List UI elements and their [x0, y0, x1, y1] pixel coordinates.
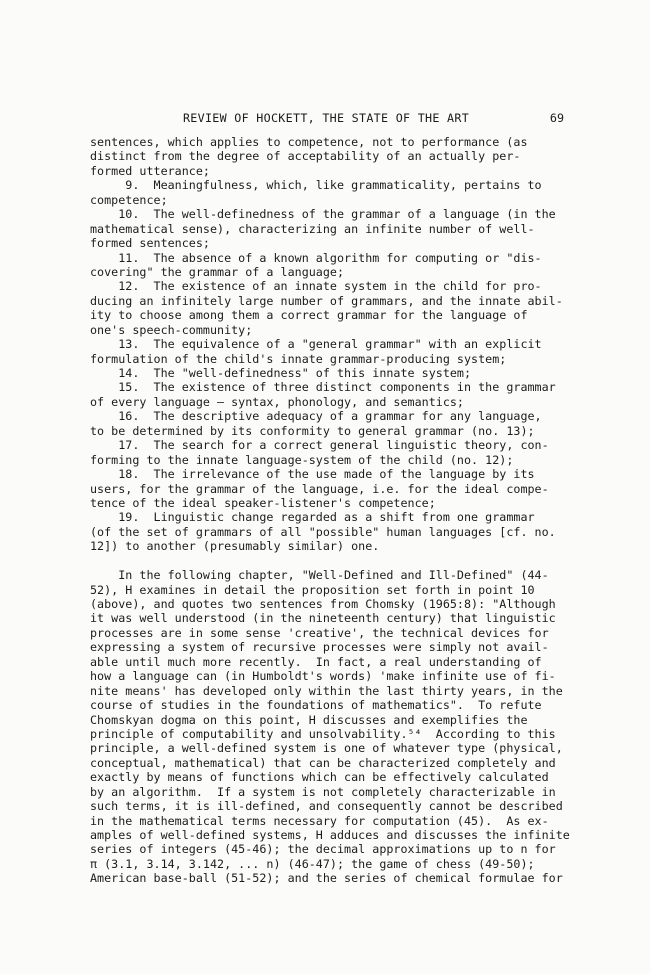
text-line: principle of computability and unsolvability.⁵⁴ According to this — [90, 726, 556, 741]
text-line: competence; — [90, 192, 168, 207]
text-line: one's speech-community; — [90, 322, 253, 337]
text-line: principle, a well-defined system is one of whatever type (physical, — [90, 741, 563, 756]
text-line: formed sentences; — [90, 236, 210, 251]
text-line: in the mathematical terms necessary for computation (45). As ex- — [90, 813, 549, 828]
text-line: to be determined by its conformity to general grammar (no. 13); — [90, 423, 535, 438]
text-line: In the following chapter, "Well-Defined and Ill-Defined" (44- — [90, 568, 549, 583]
text-line: 12]) to another (presumably similar) one. — [90, 539, 380, 554]
text-line: 11. The absence of a known algorithm for computing or "dis- — [90, 250, 542, 265]
page-number: 69 — [549, 111, 564, 125]
text-line: processes are in some sense 'creative', the technical devices for — [90, 625, 549, 640]
text-line: American base-ball (51-52); and the series of chemical formulae for — [90, 871, 563, 886]
text-line: users, for the grammar of the language, i.e. for the ideal compe- — [90, 481, 549, 496]
text-line: 9. Meaningfulness, which, like grammaticality, pertains to — [90, 178, 542, 193]
text-line: (of the set of grammars of all "possible" human languages [cf. no. — [90, 524, 556, 539]
text-line: 16. The descriptive adequacy of a grammar for any language, — [90, 409, 542, 424]
text-line: of every language — syntax, phonology, and semantics; — [90, 394, 464, 409]
text-line: 14. The "well-definedness" of this innate system; — [90, 366, 472, 380]
text-line: distinct from the degree of acceptability of an actually per- — [90, 149, 521, 164]
text-line: how a language can (in Humboldt's words) 'make infinite use of fi- — [90, 669, 556, 684]
text-line: Chomskyan dogma on this point, H discusses and exemplifies the — [90, 712, 528, 727]
text-line: mathematical sense), characterizing an infinite number of well- — [90, 221, 535, 236]
text-line: conceptual, mathematical) that can be characterized completely and — [90, 755, 556, 770]
text-line: 52), H examines in detail the proposition set forth in point 10 — [90, 582, 535, 597]
page-header — [90, 110, 562, 126]
text-line: ducing an infinitely large number of grammars, and the innate abil- — [90, 293, 563, 308]
text-line: by an algorithm. If a system is not completely characterizable in — [90, 784, 556, 799]
text-line: nite means' has developed only within the last thirty years, in the — [90, 683, 563, 698]
text-line: π (3.1, 3.14, 3.142, ... n) (46-47); the game of chess (49-50); — [90, 856, 535, 871]
text-line: 18. The irrelevance of the use made of the language by its — [90, 467, 535, 482]
text-line: exactly by means of functions which can be effectively calculated — [90, 770, 549, 785]
text-line: (above), and quotes two sentences from Chomsky (1965:8): "Although — [90, 597, 556, 611]
running-head-title: REVIEW OF HOCKETT, THE STATE OF THE ART — [182, 111, 470, 125]
text-line: forming to the innate language-system of the child (no. 12); — [90, 452, 514, 467]
text-body — [90, 135, 590, 886]
text-line: 15. The existence of three distinct components in the grammar — [90, 380, 556, 395]
text-line: 19. Linguistic change regarded as a shift from one grammar — [90, 510, 535, 525]
text-line: able until much more recently. In fact, a real understanding of — [90, 654, 542, 669]
text-line: tence of the ideal speaker-listener's competence; — [90, 495, 436, 510]
text-line: ity to choose among them a correct grammar for the language of — [90, 308, 528, 323]
text-line: amples of well-defined systems, H adduces and discusses the infinite — [90, 828, 570, 842]
text-line: course of studies in the foundations of mathematics". To refute — [90, 698, 542, 713]
text-line: sentences, which applies to competence, not to performance (as — [90, 135, 528, 149]
text-line: 17. The search for a correct general linguistic theory, con- — [90, 438, 549, 453]
blank-line — [90, 554, 590, 568]
text-line: series of integers (45-46); the decimal approximations up to n for — [90, 842, 556, 857]
text-line: it was well understood (in the nineteenth century) that linguistic — [90, 611, 556, 626]
text-line: expressing a system of recursive processes were simply not avail- — [90, 640, 549, 655]
text-line: 13. The equivalence of a "general grammar" with an explicit — [90, 337, 542, 352]
text-line: formulation of the child's innate grammar-producing system; — [90, 351, 507, 366]
text-line: formed utterance; — [90, 163, 210, 178]
text-line: 12. The existence of an innate system in the child for pro- — [90, 279, 542, 294]
text-line: 10. The well-definedness of the grammar of a language (in the — [90, 207, 556, 222]
text-line: covering" the grammar of a language; — [90, 264, 345, 279]
text-line: such terms, it is ill-defined, and consequently cannot be described — [90, 799, 563, 814]
